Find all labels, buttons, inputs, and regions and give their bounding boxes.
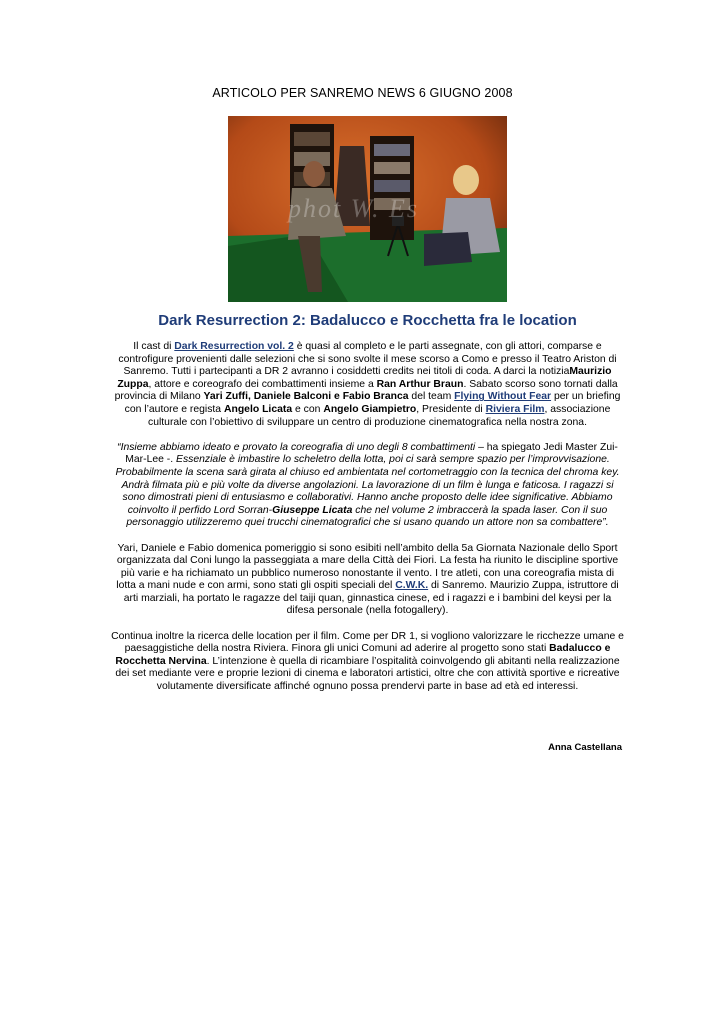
article-title: Dark Resurrection 2: Badalucco e Rocchetta fra le location <box>158 312 577 329</box>
woman-head <box>453 165 479 195</box>
paragraph-2: “Insieme abbiamo ideato e provato la coreografia di uno degli 8 combattimenti – ha spiegato Jedi Master Zui-Mar-Lee -. Essenziale è imbastire lo scheletro della lotta, poi ci sarà sempre spazio per l’improvvisazione. Probabilmente la scena sarà girata al chiuso ed ambientata nel cortometraggio con la tecnica del chroma key. Andrà filmata più e più volte da diverse angolazioni. La lavorazione di un film è lunga e faticosa. I ragazzi si sono dimostrati pieni di entusiasmo e collaborativi. Hanno anche proposto delle idee significative. Abbiamo coinvolto il perfido Lord Sorran-Giuseppe Licata che nel volume 2 imbraccerà la spada laser. Con il suo personaggio utilizzeremo quei trucchi cinematografici che si usano quando un attore non sa combattere”. <box>115 441 620 529</box>
photo-watermark: phot W. Es <box>288 194 419 223</box>
page-header: ARTICOLO PER SANREMO NEWS 6 GIUGNO 2008 <box>212 86 513 100</box>
article-photo <box>228 116 507 302</box>
article-body <box>110 341 625 706</box>
paragraph-4: Continua inoltre la ricerca delle location per il film. Come per DR 1, si vogliono valorizzare le ricchezze umane e paesaggistiche della nostra Riviera. Finora gli unici Comuni ad aderire al progetto sono stati Badalucco e Rocchetta Nervina. L’intenzione è quella di ricambiare l’ospitalità coinvolgendo gli abitanti nella realizzazione dei set mediante vere e proprie lezioni di cinema e laboratori artistici, oltre che con attività sportive e ricreative volutamente diversificate affinché ognuno possa prendervi parte in base ad età ed interessi. <box>111 630 624 693</box>
link-riviera-film[interactable]: Riviera Film <box>485 403 545 415</box>
author-signature: Anna Castellana <box>548 742 622 753</box>
link-flying-without-fear[interactable]: Flying Without Fear <box>454 391 552 403</box>
link-dark-resurrection[interactable]: Dark Resurrection vol. 2 <box>174 341 294 352</box>
link-cwk[interactable]: C.W.K. <box>395 580 429 592</box>
man-head <box>303 161 325 187</box>
paragraph-3: Yari, Daniele e Fabio domenica pomeriggio si sono esibiti nell’ambito della 5a Giornata Nazionale dello Sport organizzata dal Coni lungo la passeggiata a mare della Città dei Fiori. La festa ha riunito le discipline sportive più varie e ha richiamato un pubblico numeroso nonostante il vento. I tre atleti, con una coreografia mista di lotta a mani nude e con armi, sono stati gli ospiti speciali del C.W.K. di Sanremo. Maurizio Zuppa, istruttore di arti marziali, ha portato le ragazze del taiji quan, ginnastica cinese, ed i ragazzi e i bambini del keysi per la difesa personale (nella fotogallery). <box>116 542 619 617</box>
paragraph-1: Il cast di Dark Resurrection vol. 2 è quasi al completo e le parti assegnate, con gli attori, comparse e controfigure provenienti dalle selezioni che si sono svolte il mese scorso a Como e presso il Teatro Ariston di Sanremo. Tutti i partecipanti a DR 2 avranno i cosiddetti credits nei titoli di coda. A darci la notiziaMaurizio Zuppa, attore e coreografo dei combattimenti insieme a Ran Arthur Braun. Sabato scorso sono tornati dalla provincia di Milano Yari Zuffi, Daniele Balconi e Fabio Branca del team Flying Without Fear per un briefing con l’autore e regista Angelo Licata e con Angelo Giampietro, Presidente di Riviera Film, associazione culturale con l’obiettivo di sviluppare un centro di produzione cinematografica nella nostra zona. <box>114 341 621 428</box>
